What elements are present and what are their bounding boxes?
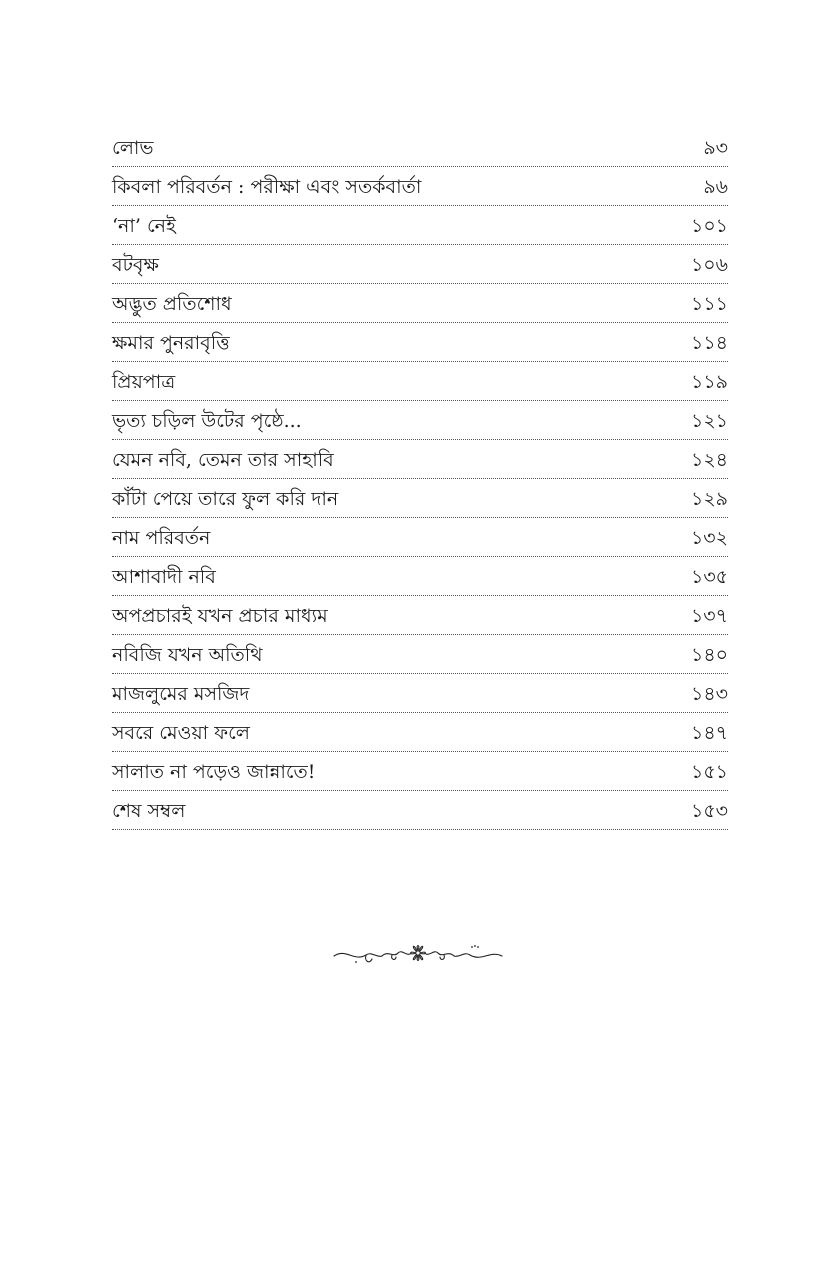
toc-entry-page: ৯৬ (703, 176, 728, 198)
toc-entry-title: সবরে মেওয়া ফলে (112, 722, 250, 744)
toc-entry-page: ১৫৩ (690, 800, 728, 822)
toc-entry-title: সালাত না পড়েও জান্নাতে! (112, 761, 316, 783)
toc-entry-title: মাজলুমের মসজিদ (112, 683, 250, 705)
toc-entry-page: ১০১ (690, 215, 728, 237)
floral-divider-icon (332, 938, 504, 970)
toc-entry[interactable] (112, 440, 728, 479)
toc-entry[interactable] (112, 362, 728, 401)
toc-entry-title: অদ্ভুত প্রতিশোধ (112, 293, 232, 315)
toc-entry-title: কাঁটা পেয়ে তারে ফুল করি দান (112, 488, 339, 510)
toc-entry-title: আশাবাদী নবি (112, 566, 216, 588)
toc-entry[interactable] (112, 206, 728, 245)
toc-entry-page: ১১৪ (691, 332, 728, 354)
toc-entry-page: ১২৪ (690, 449, 728, 471)
toc-entry-title: ক্ষমার পুনরাবৃত্তি (112, 332, 230, 354)
toc-entry-page: ১৩৫ (690, 566, 728, 588)
toc-entry-title: নবিজি যখন অতিথি (112, 644, 263, 666)
toc-entry-title: শেষ সম্বল (112, 800, 186, 822)
toc-entry-title: ‘না’ নেই (112, 215, 176, 237)
toc-entry[interactable] (112, 128, 728, 167)
toc-entry-page: ১২১ (690, 410, 728, 432)
toc-entry-page: ১৪৩ (690, 683, 728, 705)
toc-entry-title: ভৃত্য চড়িল উটের পৃষ্ঠে... (112, 410, 302, 432)
toc-entry-page: ১২৯ (690, 488, 728, 510)
toc-entry-title: অপপ্রচারই যখন প্রচার মাধ্যম (112, 605, 328, 627)
toc-entry[interactable] (112, 245, 728, 284)
toc-entry[interactable] (112, 791, 728, 830)
toc-entry-page: ১১১ (691, 293, 728, 315)
toc-entry[interactable] (112, 323, 728, 362)
toc-entry-page: ১৫১ (691, 761, 728, 783)
toc-entry[interactable] (112, 713, 728, 752)
toc-entry[interactable] (112, 518, 728, 557)
toc-entry-page: ১১৯ (691, 371, 728, 393)
toc-entry-page: ৯৩ (703, 137, 728, 159)
table-of-contents (112, 128, 728, 830)
toc-entry[interactable] (112, 167, 728, 206)
toc-entry-title: লোভ (112, 137, 154, 159)
toc-entry-page: ১০৬ (690, 254, 728, 276)
toc-entry[interactable] (112, 596, 728, 635)
toc-entry[interactable] (112, 674, 728, 713)
toc-entry-page: ১৩৭ (690, 605, 728, 627)
toc-entry-title: বটবৃক্ষ (112, 254, 159, 276)
toc-entry[interactable] (112, 635, 728, 674)
toc-entry[interactable] (112, 479, 728, 518)
toc-entry-page: ১৩২ (690, 527, 728, 549)
toc-entry-page: ১৪৭ (690, 722, 728, 744)
toc-entry-title: প্রিয়পাত্র (112, 371, 176, 393)
toc-entry[interactable] (112, 401, 728, 440)
toc-entry-title: নাম পরিবর্তন (112, 527, 211, 549)
toc-entry-title: যেমন নবি, তেমন তার সাহাবি (112, 449, 334, 471)
toc-entry-page: ১৪০ (690, 644, 728, 666)
toc-entry[interactable] (112, 284, 728, 323)
toc-entry[interactable] (112, 557, 728, 596)
toc-entry[interactable] (112, 752, 728, 791)
toc-entry-title: কিবলা পরিবর্তন : পরীক্ষা এবং সতর্কবার্তা (112, 176, 422, 198)
